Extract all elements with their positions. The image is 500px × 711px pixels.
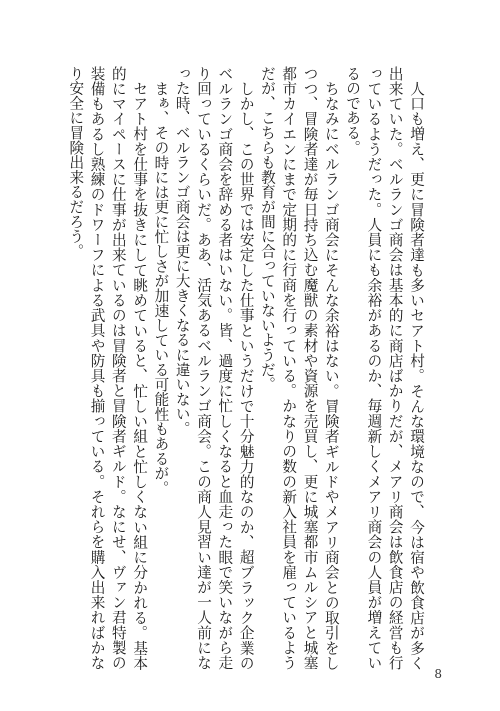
paragraph-1: 人口も増え、更に冒険者達も多いセアト村。そんな環境なので、今は宿や飲食店が多く出来ていた。ベルランゴ商会は基本的に商店ばかりだが、メアリ商会は飲食店の経営も行っているようだった。人員にも余裕があるのか、毎週新しくメアリ商会の人員が増えているのである。 — [344, 66, 425, 670]
paragraph-5: セアト村を仕事を抜きにして眺めていると、忙しい組と忙しくない組に分かれる。基本的にマイペースに仕事が出来ているのは冒険者と冒険者ギルド。なにせ、ヴァン君特製の装備もあるし熟練のドワーフによる武具や防具も揃っている。それらを購入出来ればかなり安全に冒険出来るだろう。 — [67, 66, 149, 670]
paragraph-3: しかし、この世界では安定した仕事というだけで十分魅力的なのか、超ブラック企業のベルランゴ商会を辞める者はいない。皆、過度に忙しくなると血走った眼で笑いながら走り回っているくらいだ。ああ、活気あるベルランゴ商会。この商人見習い達が一人前になった時、ベルランゴ商会は更に大きくなるに違いない。 — [173, 66, 255, 670]
paragraph-2: ちなみにベルランゴ商会にそんな余裕はない。冒険者ギルドやメアリ商会との取引をしつつ、冒険者達が毎日持ち込む魔獣の素材や資源を売買し、更に城塞都市ムルシアと城塞都市カイエンにまで定期的に行商を行っている。かなりの数の新入社員を雇っているようだが、こちらも教育が間に合っていないようだ。 — [258, 66, 340, 670]
page-number: 8 — [434, 667, 442, 681]
vertical-text-body — [67, 66, 427, 670]
paragraph-4: まぁ、その時には更に忙しさが加速している可能性もあるが。 — [152, 80, 170, 495]
